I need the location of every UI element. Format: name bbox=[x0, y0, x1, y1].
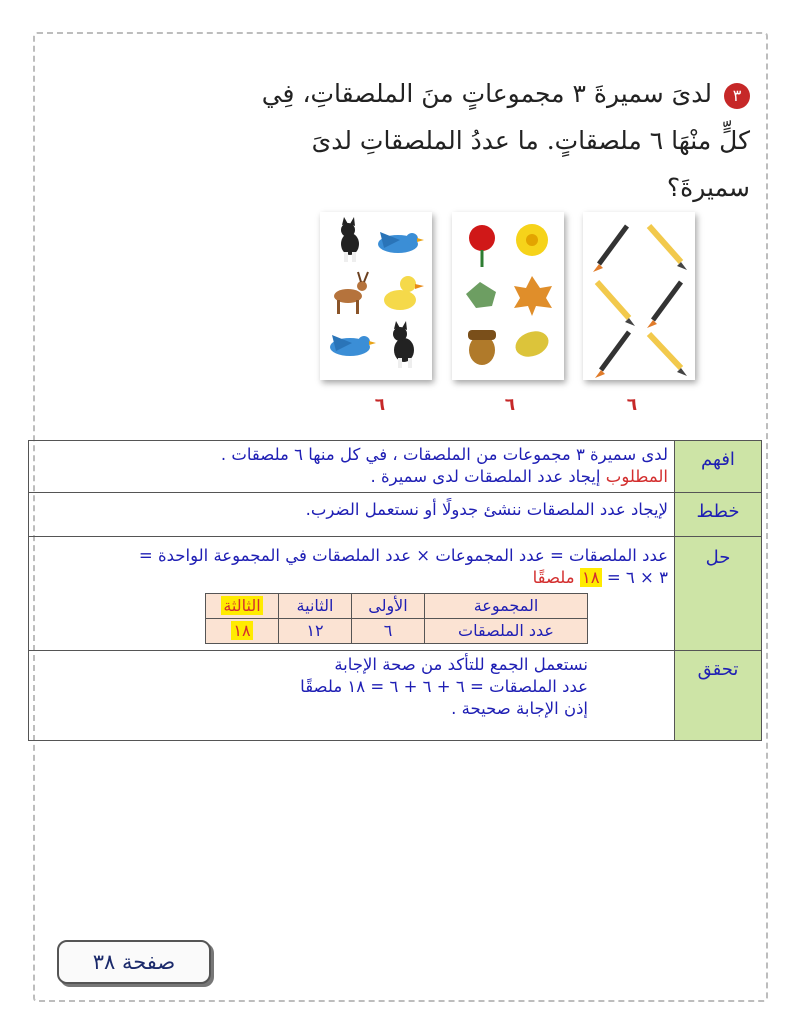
page-number: صفحة ٣٨ bbox=[57, 940, 211, 984]
pencil-icon bbox=[649, 334, 687, 376]
sticker-card-nature bbox=[452, 212, 564, 380]
plan-text: لإيجاد عدد الملصقات ننشئ جدولًا أو نستعمل الضرب. bbox=[305, 500, 668, 519]
required-keyword: المطلوب bbox=[605, 467, 668, 486]
animal-stickers-image bbox=[320, 212, 432, 380]
step-label-understand: افهم bbox=[675, 441, 762, 493]
question-text: لدىَ سميرةَ ٣ مجموعاتٍ منَ الملصقاتِ، فِي كلٍّ منْهَا ٦ ملصقاتٍ. ما عددُ الملصقاتِ لدىَ سميرةَ؟ bbox=[261, 79, 750, 202]
brush-icon bbox=[595, 332, 629, 378]
yellow-leaf-icon bbox=[512, 327, 552, 361]
question-number-badge: ٣ bbox=[724, 83, 750, 109]
step-label-plan: خطط bbox=[675, 493, 762, 537]
equation-left: ٣ × ٦ = bbox=[606, 568, 668, 587]
solve-formula: عدد الملصقات = عدد المجموعات × عدد الملصقات في المجموعة الواحدة = bbox=[138, 546, 668, 565]
nature-stickers-image bbox=[452, 212, 564, 380]
groups-table-row bbox=[206, 619, 588, 644]
deer-icon bbox=[334, 272, 368, 314]
step-row-plan bbox=[29, 493, 762, 537]
maple-leaf-icon bbox=[514, 276, 552, 316]
check-line-2: عدد الملصقات = ٦ + ٦ + ٦ = ١٨ ملصقًا bbox=[300, 677, 588, 696]
groups-table-cell: عدد الملصقات bbox=[425, 619, 588, 644]
duck-icon bbox=[384, 276, 424, 310]
groups-table-cell: الأولى bbox=[352, 594, 425, 619]
pencil-icon bbox=[649, 226, 687, 270]
question bbox=[250, 70, 750, 211]
flower-icon bbox=[469, 225, 495, 267]
group-count: ٦ bbox=[374, 395, 386, 415]
solution-table bbox=[28, 440, 762, 741]
equation-unit: ملصقًا bbox=[532, 568, 575, 587]
groups-table-cell: ١٨ bbox=[206, 619, 279, 644]
bird-icon bbox=[378, 232, 424, 253]
step-label-check: تحقق bbox=[675, 651, 762, 741]
group-count: ٦ bbox=[626, 395, 638, 415]
understand-required bbox=[35, 466, 668, 488]
brush-icon bbox=[647, 282, 681, 328]
groups-table-cell: المجموعة bbox=[425, 594, 588, 619]
groups-table-header bbox=[206, 594, 588, 619]
groups-table-cell: ٦ bbox=[352, 619, 425, 644]
step-content-check bbox=[29, 651, 675, 741]
pencil-icon bbox=[597, 282, 635, 326]
sticker-card-tools bbox=[583, 212, 695, 380]
brush-icon bbox=[593, 226, 627, 272]
leaf-icon bbox=[466, 282, 496, 308]
step-content-solve bbox=[29, 537, 675, 651]
tools-stickers-image bbox=[583, 212, 695, 380]
step-content-plan bbox=[29, 493, 675, 537]
check-line-1: نستعمل الجمع للتأكد من صحة الإجابة bbox=[334, 655, 588, 674]
bird-icon bbox=[330, 335, 376, 356]
cat-icon bbox=[341, 217, 359, 262]
groups-table-cell: الثالثة bbox=[206, 594, 279, 619]
groups-table-cell: ١٢ bbox=[279, 619, 352, 644]
required-text: إيجاد عدد الملصقات لدى سميرة . bbox=[370, 467, 601, 486]
equation-result: ١٨ bbox=[581, 568, 600, 587]
step-row-check bbox=[29, 651, 762, 741]
acorn-icon bbox=[468, 330, 496, 365]
understand-given: لدى سميرة ٣ مجموعات من الملصقات ، في كل منها ٦ ملصقات . bbox=[220, 445, 668, 464]
step-content-understand bbox=[29, 441, 675, 493]
step-row-understand bbox=[29, 441, 762, 493]
step-label-solve: حل bbox=[675, 537, 762, 651]
cat-icon bbox=[393, 321, 414, 368]
step-row-solve bbox=[29, 537, 762, 651]
groups-table-cell: الثانية bbox=[279, 594, 352, 619]
sunflower-icon bbox=[516, 224, 548, 256]
sticker-groups bbox=[320, 212, 695, 382]
check-line-3: إذن الإجابة صحيحة . bbox=[451, 699, 588, 718]
group-count: ٦ bbox=[504, 395, 516, 415]
groups-table bbox=[205, 593, 588, 644]
sticker-card-animals bbox=[320, 212, 432, 380]
solve-equation bbox=[35, 567, 668, 589]
